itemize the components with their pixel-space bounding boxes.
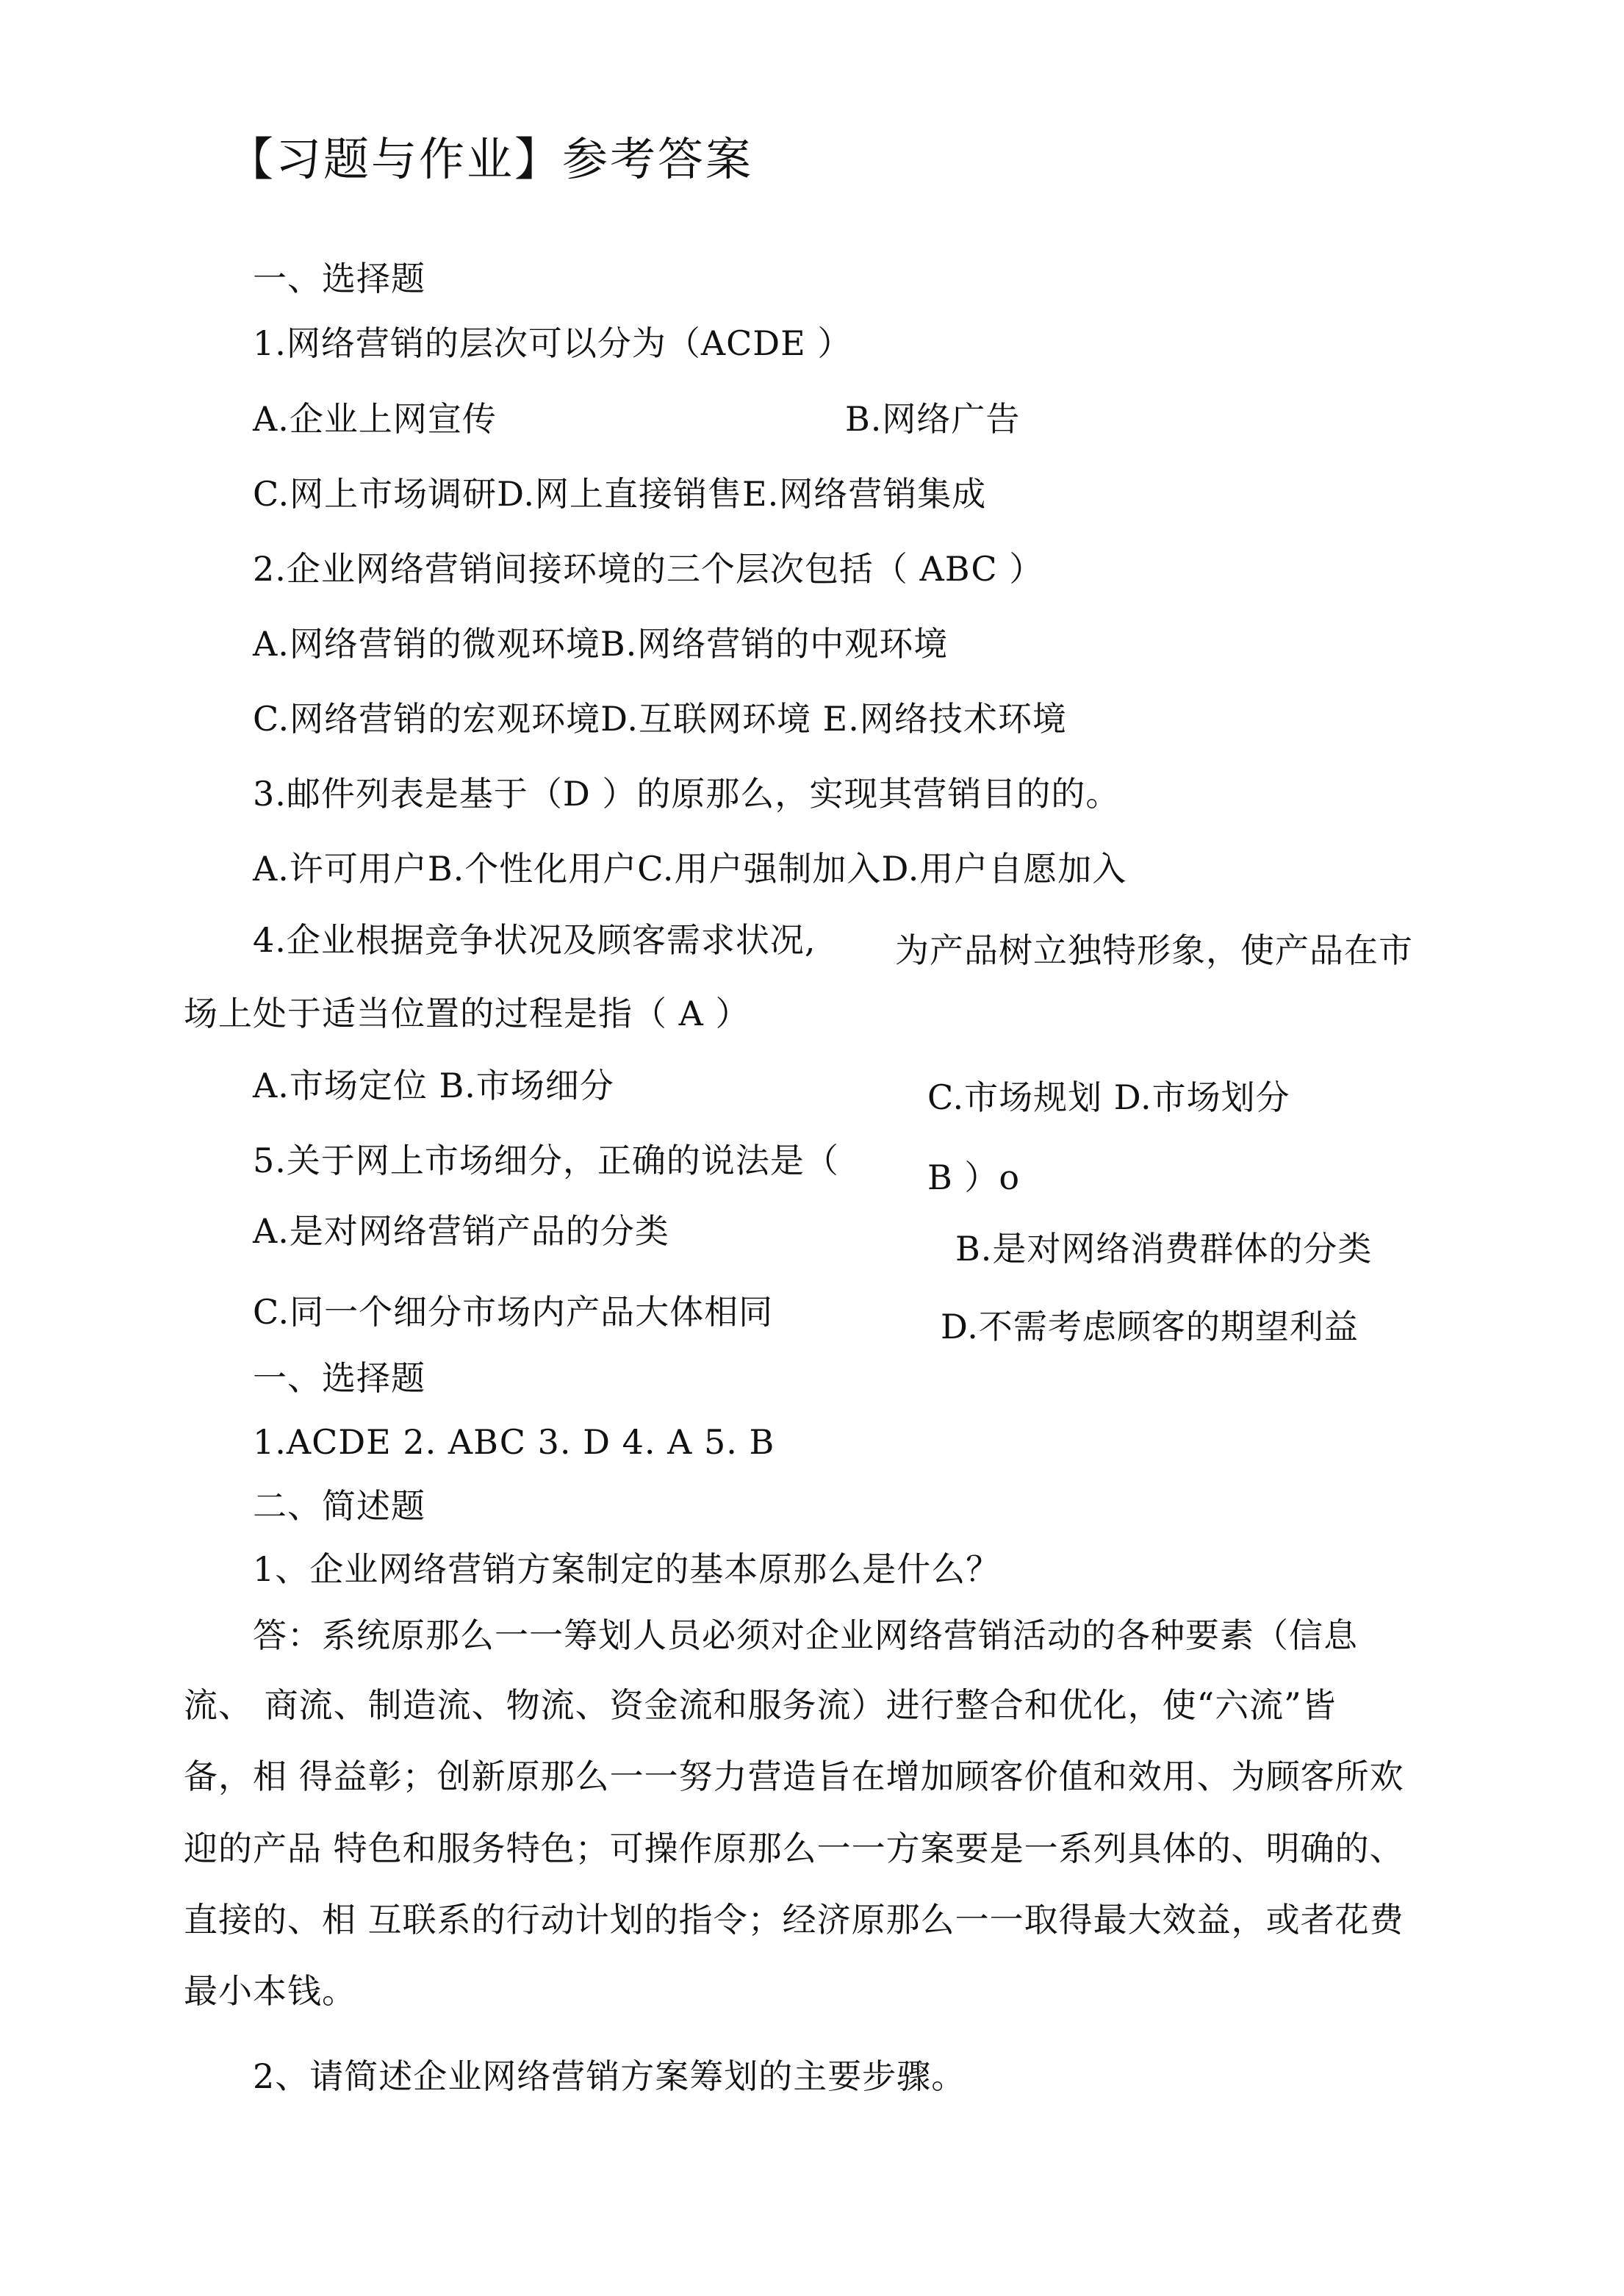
question-1-options-cde: C.网上市场调研D.网上直接销售E.网络营销集成 bbox=[253, 474, 987, 514]
answer-key-heading: 一、选择题 bbox=[253, 1358, 425, 1398]
question-4-stem-left: 4.企业根据竞争状况及顾客需求状况, bbox=[253, 920, 816, 960]
answer-paragraph-line: 迎的产品 特色和服务特色；可操作原那么一一方案要是一系列具体的、明确的、 bbox=[184, 1829, 1404, 1868]
question-4-stem-right: 为产品树立独特形象，使产品在市 bbox=[895, 930, 1413, 970]
question-2-options-ab: A.网络营销的微观环境B.网络营销的中观环境 bbox=[253, 624, 949, 664]
answer-key-line: 1.ACDE 2. ABC 3. D 4. A 5. B bbox=[253, 1422, 775, 1462]
answer-paragraph-line: 直接的、相 互联系的行动计划的指令；经济原那么一一取得最大效益，或者花费 bbox=[184, 1900, 1404, 1940]
question-4-stem-continued: 场上处于适当位置的过程是指（ A ） bbox=[184, 994, 750, 1033]
question-4-options-ab: A.市场定位 B.市场细分 bbox=[253, 1066, 614, 1105]
question-1-option-a: A.企业上网宣传 bbox=[253, 399, 497, 439]
question-5-stem: 5.关于网上市场细分，正确的说法是（ bbox=[253, 1141, 839, 1180]
answer-paragraph-line: 答：系统原那么一一筹划人员必须对企业网络营销活动的各种要素（信息 bbox=[253, 1615, 1358, 1655]
short-answer-heading: 二、简述题 bbox=[253, 1486, 425, 1526]
answer-paragraph-line: 备，相 得益彰；创新原那么一一努力营造旨在增加顾客价值和效用、为顾客所欢 bbox=[184, 1757, 1404, 1796]
question-5-option-a: A.是对网络营销产品的分类 bbox=[253, 1211, 669, 1251]
question-5-option-d-clipped bbox=[941, 1307, 1411, 1346]
page-title: 【习题与作业】参考答案 bbox=[228, 132, 754, 186]
answer-paragraph-line: 流、 商流、制造流、物流、资金流和服务流）进行整合和优化，使“六流”皆 bbox=[184, 1685, 1337, 1725]
short-answer-question-2: 2、请简述企业网络营销方案筹划的主要步骤。 bbox=[253, 2056, 966, 2096]
section-heading: 一、选择题 bbox=[253, 259, 425, 298]
question-1-option-b: B.网络广告 bbox=[845, 399, 1021, 439]
short-answer-question-1: 1、企业网络营销方案制定的基本原那么是什么？ bbox=[253, 1549, 1001, 1589]
question-4-options-cd: C.市场规划 D.市场划分 bbox=[927, 1077, 1290, 1117]
question-1-stem: 1.网络营销的层次可以分为（ACDE ） bbox=[253, 323, 852, 363]
question-5-option-b: B.是对网络消费群体的分类 bbox=[955, 1229, 1373, 1269]
question-5-answer-fragment: B ）o bbox=[927, 1158, 1021, 1197]
question-5-option-d-text: D.不需考虑顾客的期望利益 bbox=[941, 1307, 1359, 1346]
question-2-stem: 2.企业网络营销间接环境的三个层次包括（ ABC ） bbox=[253, 549, 1044, 589]
question-5-option-c: C.同一个细分市场内产品大体相同 bbox=[253, 1292, 774, 1332]
answer-paragraph-line: 最小本钱。 bbox=[184, 1971, 356, 2011]
question-2-options-cde: C.网络营销的宏观环境D.互联网环境 E.网络技术环境 bbox=[253, 699, 1067, 739]
question-3-options: A.许可用户B.个性化用户C.用户强制加入D.用户自愿加入 bbox=[253, 849, 1127, 889]
question-3-stem: 3.邮件列表是基于（D ）的原那么，实现其营销目的的。 bbox=[253, 774, 1121, 814]
